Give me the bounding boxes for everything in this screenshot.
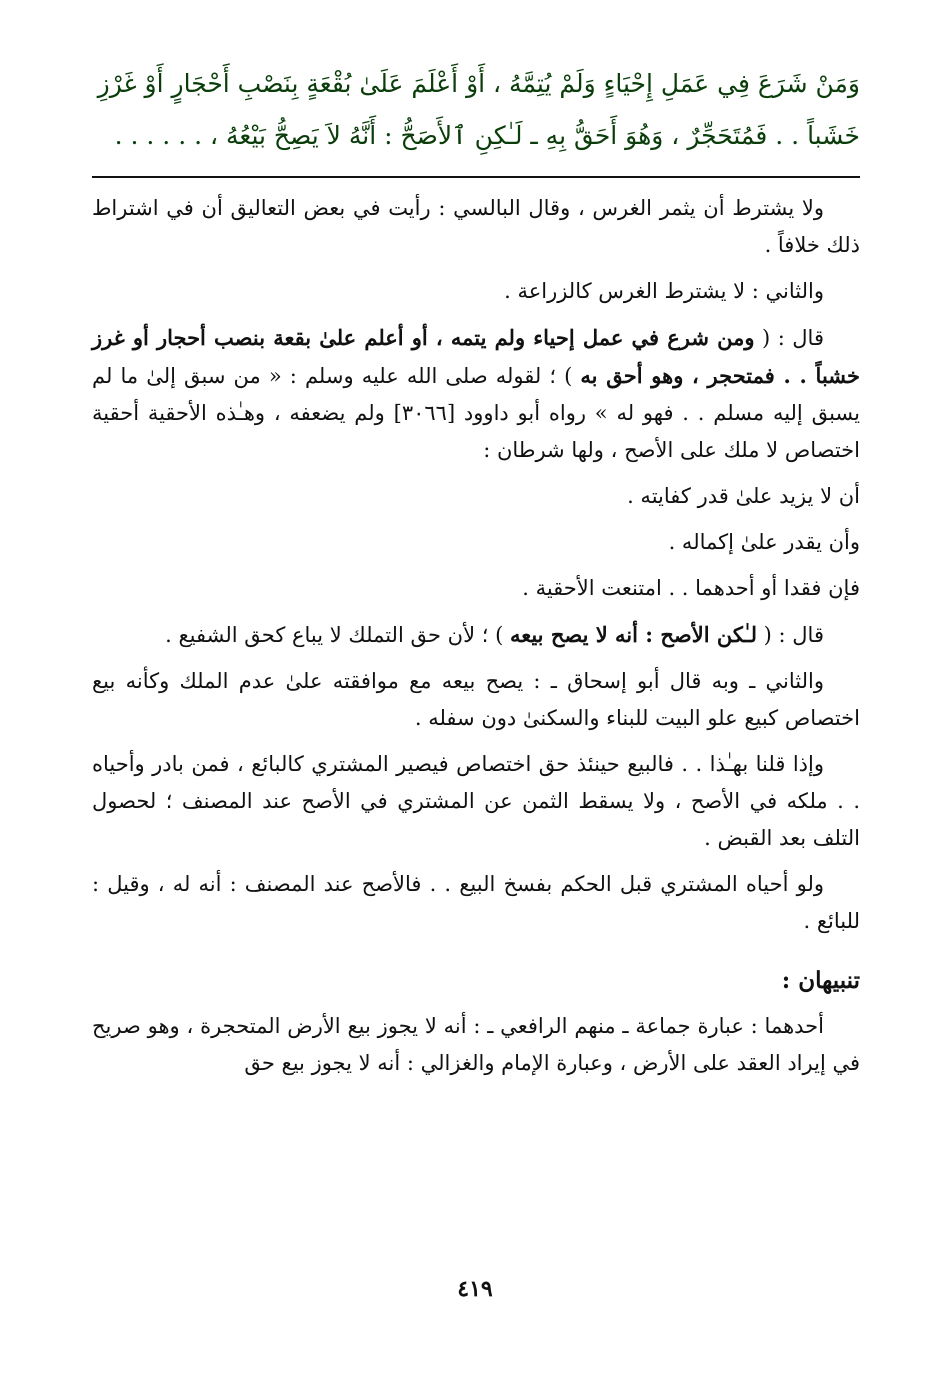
condition-1: أن لا يزيد علىٰ قدر كفايته .	[627, 484, 860, 508]
paragraph-2: والثاني : لا يشترط الغرس كالزراعة .	[504, 279, 824, 303]
condition-3: فإن فقدا أو أحدهما . . امتنعت الأحقية .	[522, 576, 860, 600]
matn-quote: ومن شرع في عمل إحياء ولم يتمه ، أو أعلم علىٰ بقعة بنصب أحجار أو غرز خشباً . . فمتحجر ، وهو أحق به	[92, 325, 860, 388]
paragraph-8: أحدهما : عبارة جماعة ـ منهم الرافعي ـ : أنه لا يجوز بيع الأرض المتحجرة ، وهو صريح في إيراد العقد على الأرض ، وعبارة الإمام والغزالي : أنه لا يجوز بيع حق	[92, 1014, 860, 1075]
condition-2: وأن يقدر علىٰ إكماله .	[668, 530, 860, 554]
page-number: ٤١٩	[457, 1276, 493, 1302]
paragraph-5: والثاني ـ وبه قال أبو إسحاق ـ : يصح بيعه مع موافقته علىٰ عدم الملك وكأنه بيع اختصاص كبيع علو البيت للبناء والسكنىٰ دون سفله .	[92, 669, 860, 730]
quote-open: قال : (	[757, 623, 824, 647]
paragraph-3	[92, 319, 860, 469]
paragraph-1: ولا يشترط أن يثمر الغرس ، وقال البالسي : رأيت في بعض التعاليق أن في اشتراط ذلك خلافاً .	[92, 196, 860, 257]
matn-quote: لـٰكن الأصح : أنه لا يصح بيعه	[509, 622, 757, 647]
paragraph-4	[92, 616, 860, 654]
matn-line-1: وَمَنْ شَرَعَ فِي عَمَلِ إِحْيَاءٍ وَلَمْ يُتِمَّهُ ، أَوْ أَعْلَمَ عَلَىٰ بُقْعَةٍ بِنَصْبِ أَحْجَارٍ أَوْ غَرْزِ	[97, 69, 860, 98]
quote-open: قال : (	[754, 326, 824, 350]
paragraph-7: ولو أحياه المشتري قبل الحكم بفسخ البيع . . فالأصح عند المصنف : أنه له ، وقيل : للبائع .	[92, 872, 860, 933]
separator-rule	[92, 176, 860, 178]
matn-line-2: خَشَباً . . فَمُتَحَجِّرٌ ، وَهُوَ أَحَقُّ بِهِ ـ لَـٰكِنِ ٱلأَصَحُّ : أَنَّهُ لاَ يَصِحُّ بَيْعُهُ ، . . . . . .	[114, 121, 860, 150]
quote-rest: ) ؛ لأن حق التملك لا يباع كحق الشفيع .	[165, 623, 510, 647]
quote-rest: ) ؛ لقوله صلى الله عليه وسلم : « من سبق إلىٰ ما لم يسبق إليه مسلم . . فهو له » رواه أبو داوود [٣٠٦٦] ولم يضعفه ، وهـٰذه الأحقية أحقية اختصاص لا ملك على الأصح ، ولها شرطان :	[92, 364, 861, 462]
section-heading: تنبيهان :	[781, 967, 860, 994]
paragraph-6: وإذا قلنا بهـٰذا . . فالبيع حينئذ حق اختصاص فيصير المشتري كالبائع ، فمن بادر وأحياه . . ملكه في الأصح ، ولا يسقط الثمن عن المشتري في الأصح عند المصنف ؛ لحصول التلف بعد القبض .	[92, 752, 860, 850]
commentary-text-block	[92, 190, 860, 1091]
matn-text-block	[92, 58, 860, 162]
